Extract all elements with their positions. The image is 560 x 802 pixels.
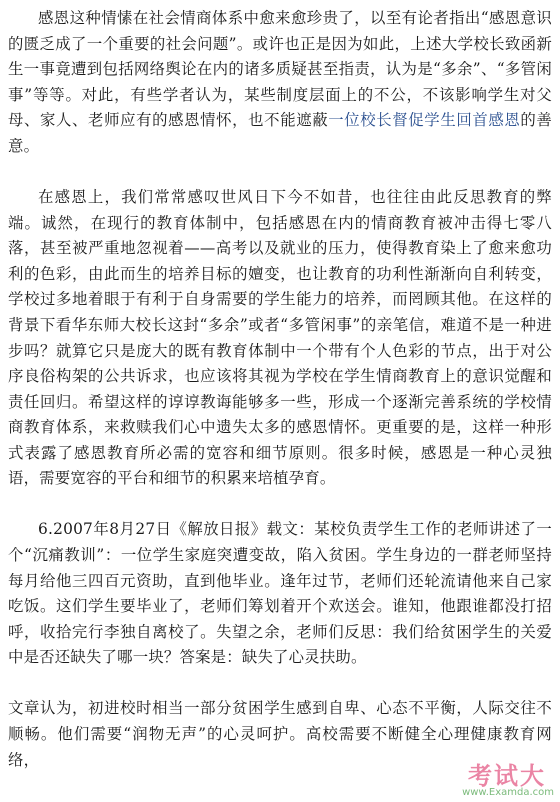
paragraph-4: 文章认为，初进校时相当一部分贫困学生感到自卑、心态不平衡，人际交往不顺畅。他们需要“润物无声”的心灵呵护。高校需要不断健全心理健康教育网络，	[8, 699, 552, 769]
paragraph-2: 在感恩上，我们常常感叹世风日下今不如昔，也往往由此反思教育的弊端。诚然，在现行的教育体制中，包括感恩在内的情商教育被冲击得七零八落，甚至被严重地忽视着——高考以及就业的压力，使得教育染上了愈来愈功利的色彩，由此而生的培养目标的嬗变，也让教育的功利性渐渐向自利转变，学校过多地着眼于有利于自身需要的学生能力的培养，而罔顾其他。在这样的背景下看华东师大校长这封“多余”或者“多管闲事”的亲笔信，难道不是一种进步吗？就算它只是庞大的既有教育体制中一个带有个人色彩的节点，出于对公序良俗构架的公共诉求，也应该将其视为学校在学生情商教育上的意识觉醒和责任回归。希望这样的谆谆教诲能够多一些，形成一个逐渐完善系统的学校情商教育体系，来救赎我们心中遗失太多的感恩情怀。更重要的是，这样一种形式表露了感恩教育所必需的宽容和细节原则。很多时候，感恩是一种心灵独语，需要宽容的平台和细节的积累来培植孕育。	[8, 187, 552, 488]
paragraph-1-tail: 的善意。	[8, 111, 552, 155]
inline-link[interactable]: 一位校长督促学生回首感恩	[328, 111, 521, 130]
paragraph-1	[8, 6, 552, 160]
watermark-domain: www.Examda.com	[462, 787, 554, 798]
paragraph-1-text: 感恩这种情愫在社会情商体系中愈来愈珍贵了，以至有论者指出“感恩意识的匮乏成了一个重要的社会问题”。或许也正是因为如此，上述大学校长致函新生一事竟遭到包括网络舆论在内的诸多质疑甚至指责，认为是“多余”、“多管闲事”等等。对此，有些学者认为，某些制度层面上的不公，不该影响学生对父母、家人、老师应有的感恩情怀，也不能遮蔽	[8, 9, 552, 130]
watermark-brand: 考试大	[468, 762, 546, 790]
paragraph-3: 6.2007年8月27日《解放日报》载文：某校负责学生工作的老师讲述了一个“沉痛教训”：一位学生家庭突遭变故，陷入贫困。学生身边的一群老师坚持每月给他三四百元资助，直到他毕业。逢年过节，老师们还轮流请他来自己家吃饭。这们学生要毕业了，老师们筹划着开个欢送会。谁知，他跟谁都没打招呼，收拾完行李独自离校了。失望之余，老师们反思：我们给贫困学生的关爱中是否还缺失了哪一块？答案是：缺失了心灵扶助。	[8, 520, 552, 667]
site-watermark-logo	[426, 756, 556, 798]
